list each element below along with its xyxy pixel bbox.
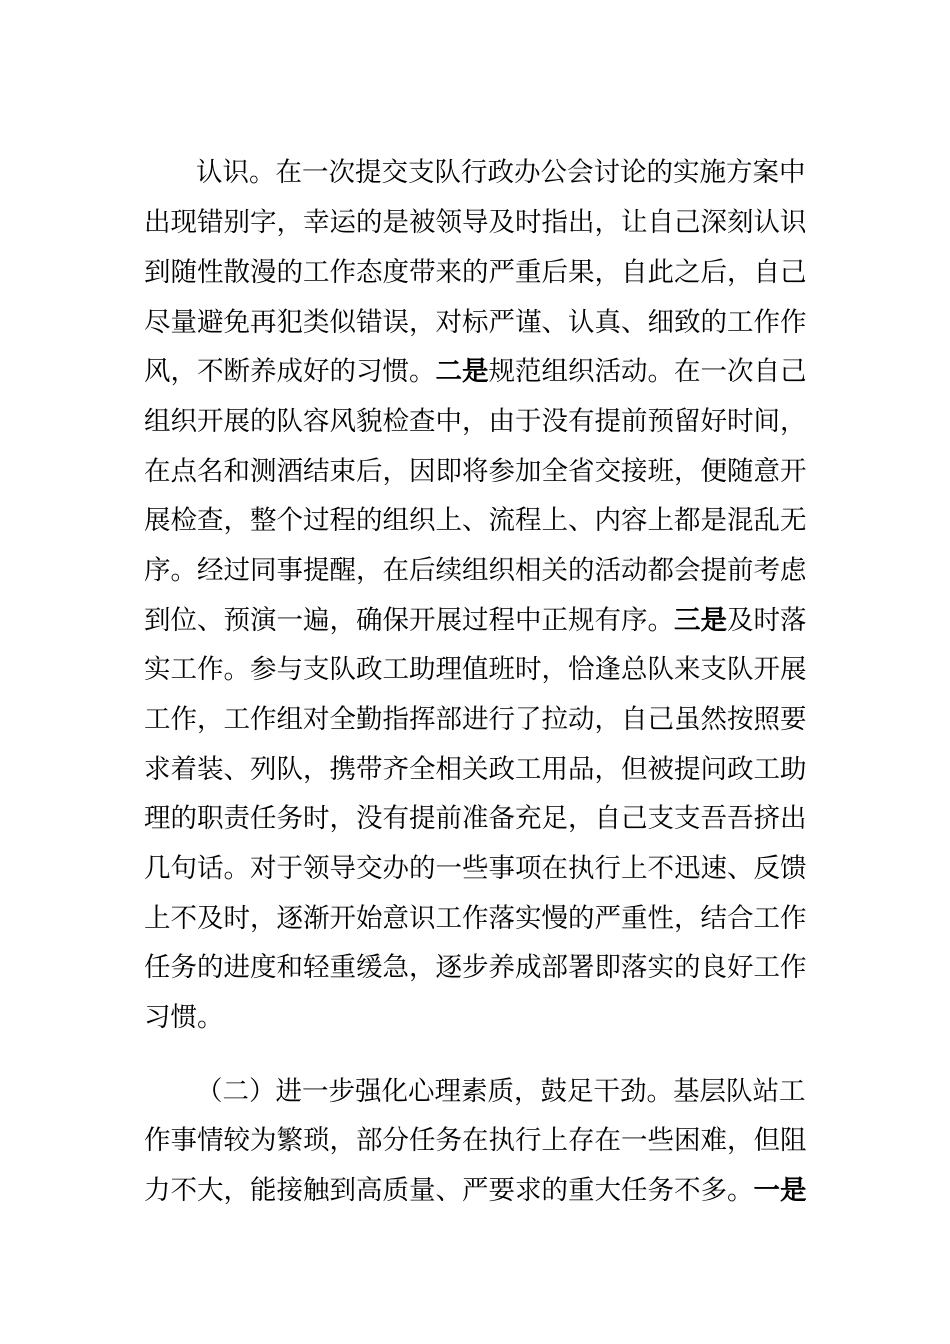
text-run: 理的职责任务时，没有提前准备充足，自己支支吾吾挤出	[144, 803, 807, 834]
text-line	[144, 356, 807, 387]
text-line	[144, 406, 807, 437]
text-run: 风，不断养成好的习惯。	[144, 356, 436, 387]
text-line	[144, 307, 807, 338]
text-run: 力不大，能接触到高质量、严要求的重大任务不多。	[144, 1175, 754, 1206]
text-line	[144, 754, 807, 785]
text-run: 尽量避免再犯类似错误，对标严谨、认真、细致的工作作	[144, 307, 807, 338]
text-run: 实工作。参与支队政工助理值班时，恰逢总队来支队开展	[144, 654, 807, 685]
text-line	[144, 257, 807, 288]
text-line	[196, 1076, 806, 1107]
text-run: 作事情较为繁琐，部分任务在执行上存在一些困难，但阻	[144, 1125, 807, 1156]
text-run: 到位、预演一遍，确保开展过程中正规有序。	[144, 605, 674, 636]
text-line	[144, 1175, 807, 1206]
text-run: 到随性散漫的工作态度带来的严重后果，自此之后，自己	[144, 257, 807, 288]
bold-text-run: 三是	[674, 605, 727, 636]
text-run: 工作，工作组对全勤指挥部进行了拉动，自己虽然按照要	[144, 704, 807, 735]
text-line	[144, 1003, 784, 1033]
text-line	[144, 803, 807, 834]
text-run: 序。经过同事提醒，在后续组织相关的活动都会提前考虑	[144, 555, 807, 586]
text-run: 习惯。	[144, 1002, 224, 1033]
text-line	[144, 903, 807, 934]
text-run: 规范组织活动。在一次自己	[488, 356, 807, 387]
text-line	[144, 654, 807, 685]
text-line	[144, 1125, 807, 1156]
text-run: （二）进一步强化心理素质，鼓足干劲。基层队站工	[196, 1076, 806, 1107]
text-run: 出现错别字，幸运的是被领导及时指出，让自己深刻认识	[144, 207, 807, 238]
text-run: 求着装、列队，携带齐全相关政工用品，但被提问政工助	[144, 754, 807, 785]
text-line	[144, 505, 807, 536]
text-line	[144, 605, 807, 636]
text-line	[144, 853, 807, 884]
text-line	[144, 456, 807, 487]
text-line	[144, 952, 807, 983]
text-run: 组织开展的队容风貌检查中，由于没有提前预留好时间，	[144, 406, 807, 437]
text-run: 展检查，整个过程的组织上、流程上、内容上都是混乱无	[144, 505, 807, 536]
text-run: 上不及时，逐渐开始意识工作落实慢的严重性，结合工作	[144, 903, 807, 934]
text-run: 认识。在一次提交支队行政办公会讨论的实施方案中	[196, 157, 806, 188]
text-line	[144, 555, 807, 586]
text-run: 在点名和测酒结束后，因即将参加全省交接班，便随意开	[144, 456, 807, 487]
bold-text-run: 一是	[753, 1175, 807, 1206]
bold-text-run: 二是	[435, 356, 489, 387]
text-run: 几句话。对于领导交办的一些事项在执行上不迅速、反馈	[144, 853, 807, 884]
text-run: 及时落	[727, 605, 807, 636]
text-line	[144, 207, 807, 238]
text-line	[144, 704, 807, 735]
text-line	[196, 157, 806, 188]
text-run: 任务的进度和轻重缓急，逐步养成部署即落实的良好工作	[144, 952, 807, 983]
